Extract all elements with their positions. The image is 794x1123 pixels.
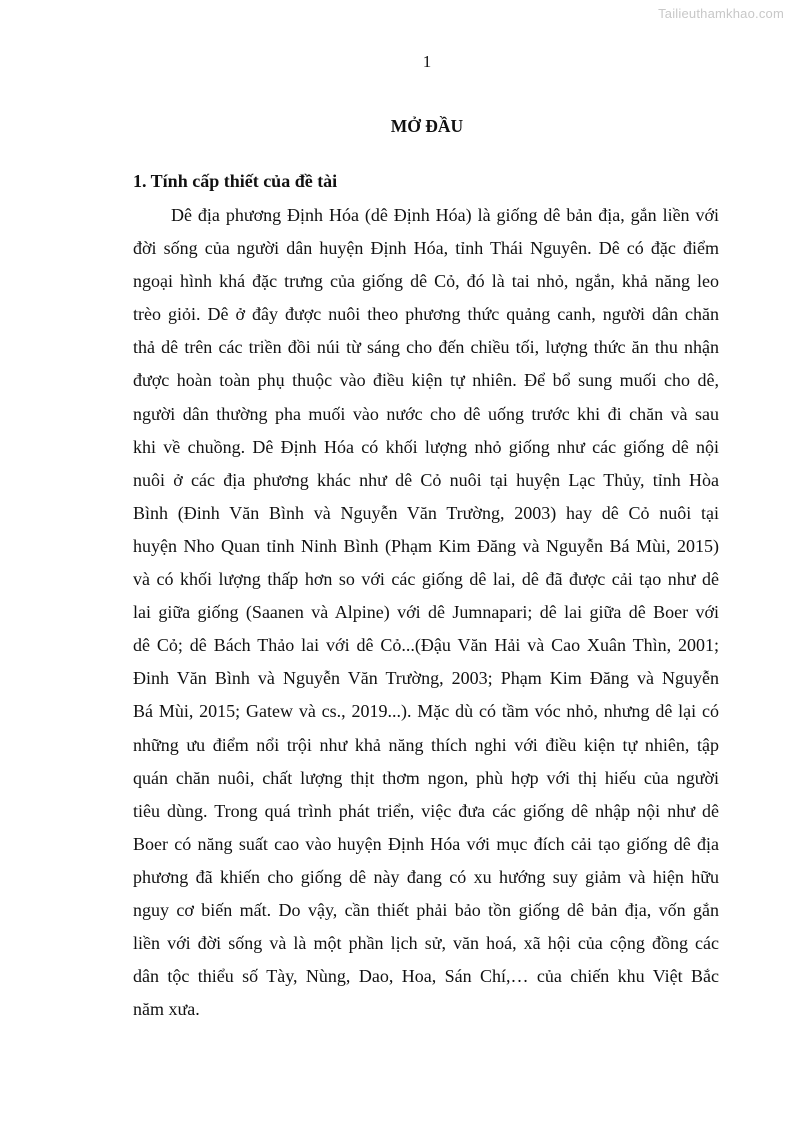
paragraph-line: được hoàn toàn phụ thuộc vào điều kiện tự nhiên. Để bổ sung muối cho dê, [133, 370, 719, 391]
paragraph-line: Dê địa phương Định Hóa (dê Định Hóa) là giống dê bản địa, gắn liền với [171, 205, 719, 225]
paragraph-line: Bình (Đinh Văn Bình và Nguyễn Văn Trường, 2003) hay dê Cỏ nuôi tại [133, 502, 719, 523]
paragraph-line: quán chăn nuôi, chất lượng thịt thơm ngon, phù hợp với thị hiếu của người [133, 767, 719, 788]
page-number: 1 [422, 52, 432, 71]
paragraph-line: đời sống của người dân huyện Định Hóa, tỉnh Thái Nguyên. Dê có đặc điểm [133, 238, 719, 259]
paragraph-line: năm xưa. [133, 999, 200, 1020]
paragraph-line: liền với đời sống và là một phần lịch sử, văn hoá, xã hội của cộng đồng các [133, 933, 719, 954]
paragraph-line: Boer có năng suất cao vào huyện Định Hóa với mục đích cải tạo giống dê địa [133, 833, 719, 854]
paragraph-line: nguy cơ biến mất. Do vậy, cần thiết phải bảo tồn giống dê bản địa, vốn gắn [133, 899, 719, 920]
paragraph-line: phương đã khiến cho giống dê này đang có xu hướng suy giảm và hiện hữu [133, 866, 719, 887]
paragraph-line: huyện Nho Quan tỉnh Ninh Bình (Phạm Kim Đăng và Nguyễn Bá Mùi, 2015) [133, 535, 719, 556]
paragraph-line: nuôi ở các địa phương khác như dê Cỏ nuôi tại huyện Lạc Thủy, tỉnh Hòa [133, 469, 719, 490]
watermark: Tailieuthamkhao.com [658, 6, 784, 21]
paragraph-line: lai giữa giống (Saanen và Alpine) với dê Jumnapari; dê lai giữa dê Boer với [133, 602, 719, 623]
section-heading: 1. Tính cấp thiết của đề tài [133, 171, 338, 191]
paragraph-line: dân tộc thiểu số Tày, Nùng, Dao, Hoa, Sán Chí,… của chiến khu Việt Bắc [133, 966, 719, 987]
body-paragraph [133, 199, 719, 1026]
paragraph-line: người dân thường pha muối vào nước cho dê uống trước khi đi chăn và sau [133, 403, 719, 424]
paragraph-line: Bá Mùi, 2015; Gatew và cs., 2019...). Mặc dù có tầm vóc nhỏ, nhưng dê lại có [133, 701, 719, 722]
paragraph-line: trèo giỏi. Dê ở đây được nuôi theo phương thức quảng canh, người dân chăn [133, 304, 719, 325]
paragraph-line: và có khối lượng thấp hơn so với các giống dê lai, dê đã được cải tạo như dê [133, 569, 719, 590]
document-title: MỞ ĐẦU [390, 116, 464, 136]
paragraph-line: dê Cỏ; dê Bách Thảo lai với dê Cỏ...(Đậu Văn Hải và Cao Xuân Thìn, 2001; [133, 635, 719, 656]
paragraph-line: ngoại hình khá đặc trưng của giống dê Cỏ, đó là tai nhỏ, ngắn, khả năng leo [133, 271, 719, 292]
paragraph-line: tiêu dùng. Trong quá trình phát triển, việc đưa các giống dê nhập nội như dê [133, 800, 719, 821]
paragraph-line: những ưu điểm nổi trội như khả năng thích nghi với điều kiện tự nhiên, tập [133, 734, 719, 755]
paragraph-line: khi về chuồng. Dê Định Hóa có khối lượng nhỏ giống như các giống dê nội [133, 436, 719, 457]
paragraph-line: thả dê trên các triền đồi núi từ sáng cho đến chiều tối, lượng thức ăn thu nhận [133, 337, 719, 358]
paragraph-line: Đinh Văn Bình và Nguyễn Văn Trường, 2003; Phạm Kim Đăng và Nguyễn [133, 668, 719, 689]
